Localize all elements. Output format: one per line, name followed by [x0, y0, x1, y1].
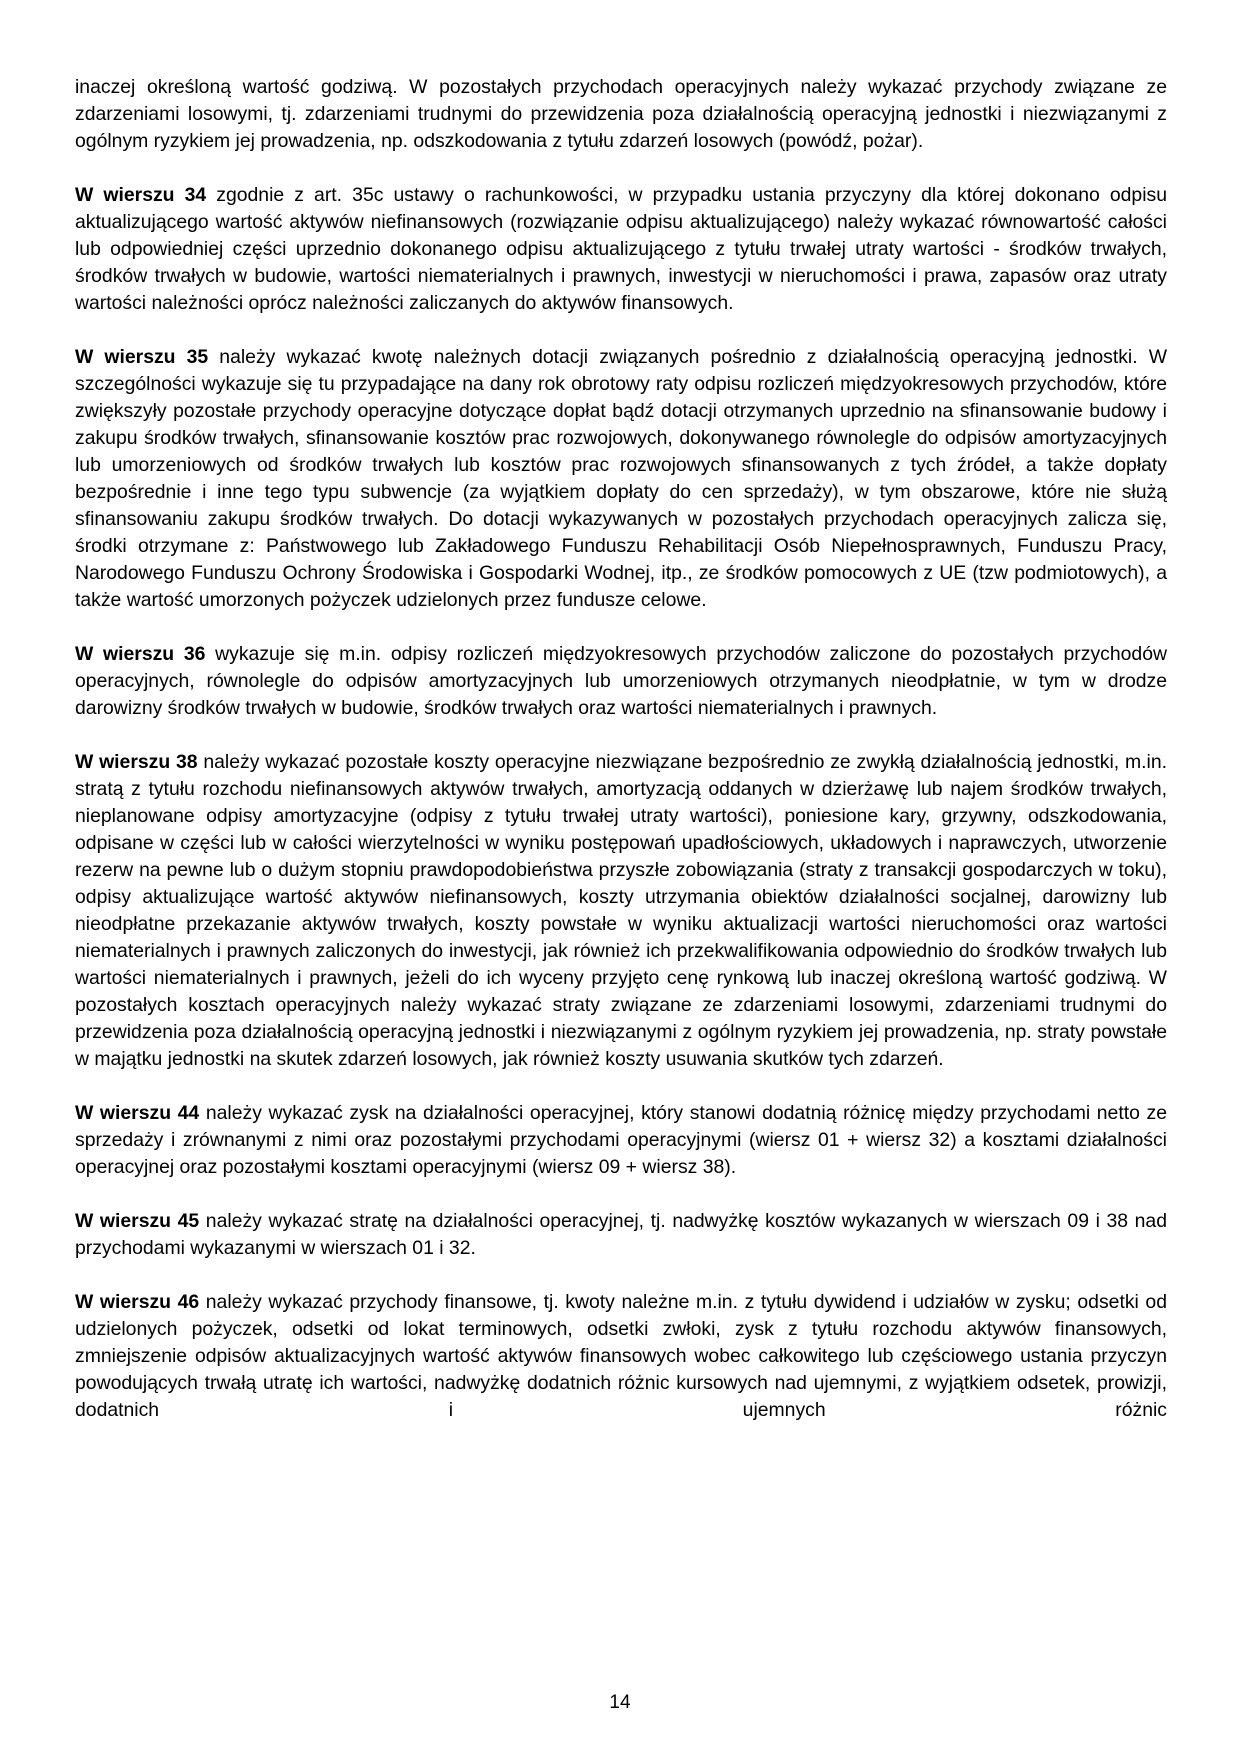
paragraph-text: inaczej określoną wartość godziwą. W pozostałych przychodach operacyjnych należy wykazać przychody związane ze zdarzeniami losowymi, tj. zdarzeniami trudnymi do przewidzenia poza działalnością operacyjną jednostki i niezwiązanymi z ogólnym ryzykiem jej prowadzenia, np. odszkodowania z tytułu zdarzeń losowych (powódź, pożar). — [75, 76, 1167, 152]
paragraph-text: należy wykazać przychody finansowe, tj. kwoty należne m.in. z tytułu dywidend i udziałów w zysku; odsetki od udzielonych pożyczek, odsetki od lokat terminowych, odsetki zwłoki, zysk z tytułu rozchodu aktywów finansowych, zmniejszenie odpisów aktualizacyjnych wartość aktywów finansowych wobec całkowitego lub częściowego ustania przyczyn powodujących trwałą utratę ich wartości, nadwyżkę dodatnich różnic kursowych nad ujemnymi, z wyjątkiem odsetek, prowizji, dodatnich i ujemnych różnic — [75, 1291, 1167, 1421]
paragraph-lead: W wierszu 45 — [75, 1210, 200, 1232]
paragraph-wiersz-36 — [75, 641, 1167, 722]
paragraph-wiersz-45 — [75, 1208, 1167, 1262]
paragraph-lead: W wierszu 35 — [75, 346, 209, 368]
document-body — [75, 74, 1167, 1451]
paragraph-lead: W wierszu 44 — [75, 1102, 200, 1124]
paragraph-text: należy wykazać stratę na działalności operacyjnej, tj. nadwyżkę kosztów wykazanych w wierszach 09 i 38 nad przychodami wykazanymi w wierszach 01 i 32. — [75, 1210, 1168, 1259]
paragraph-lead: W wierszu 34 — [75, 184, 207, 206]
paragraph-lead: W wierszu 36 — [75, 643, 206, 665]
paragraph-text: należy wykazać pozostałe koszty operacyjne niezwiązane bezpośrednio ze zwykłą działalnością jednostki, m.in. stratą z tytułu rozchodu niefinansowych aktywów trwałych, amortyzacją oddanych w dzierżawę lub najem środków trwałych, nieplanowane odpisy amortyzacyjne (odpisy z tytułu trwałej utraty wartości), poniesione kary, grzywny, odszkodowania, odpisane w części lub w całości wierzytelności w wyniku postępowań upadłościowych, układowych i naprawczych, utworzenie rezerw na pewne lub o dużym stopniu prawdopodobieństwa przyszłe zobowiązania (straty z transakcji gospodarczych w toku), odpisy aktualizujące wartość aktywów niefinansowych, koszty utrzymania obiektów działalności socjalnej, darowizny lub nieodpłatne przekazanie aktywów trwałych, koszty powstałe w wyniku aktualizacji wartości nieruchomości oraz wartości niematerialnych i prawnych zaliczonych do inwestycji, jak również ich przekwalifikowania odpowiednio do środków trwałych lub wartości niematerialnych i prawnych, jeżeli do ich wyceny przyjęto cenę rynkową lub inaczej określoną wartość godziwą. W pozostałych kosztach operacyjnych należy wykazać straty związane ze zdarzeniami losowymi, zdarzeniami trudnymi do przewidzenia poza działalnością operacyjną jednostki i niezwiązanymi z ogólnym ryzykiem jej prowadzenia, np. straty powstałe w majątku jednostki na skutek zdarzeń losowych, jak również koszty usuwania skutków tych zdarzeń. — [75, 751, 1167, 1070]
paragraph-continuation — [75, 74, 1167, 155]
paragraph-wiersz-38 — [75, 749, 1167, 1073]
paragraph-lead: W wierszu 38 — [75, 751, 198, 773]
paragraph-wiersz-35 — [75, 344, 1167, 614]
page-number: 14 — [609, 1692, 631, 1713]
paragraph-lead: W wierszu 46 — [75, 1291, 200, 1313]
paragraph-text: zgodnie z art. 35c ustawy o rachunkowości, w przypadku ustania przyczyny dla której dokonano odpisu aktualizującego wartość aktywów niefinansowych (rozwiązanie odpisu aktualizującego) należy wykazać równowartość całości lub odpowiedniej części uprzednio dokonanego odpisu aktualizującego z tytułu trwałej utraty wartości - środków trwałych, środków trwałych w budowie, wartości niematerialnych i prawnych, inwestycji w nieruchomości i prawa, zapasów oraz utraty wartości należności oprócz należności zaliczanych do aktywów finansowych. — [75, 184, 1167, 314]
paragraph-text: należy wykazać kwotę należnych dotacji związanych pośrednio z działalnością operacyjną jednostki. W szczególności wykazuje się tu przypadające na dany rok obrotowy raty odpisu rozliczeń międzyokresowych przychodów, które zwiększyły pozostałe przychody operacyjne dotyczące dopłat bądź dotacji otrzymanych uprzednio na sfinansowanie budowy i zakupu środków trwałych, sfinansowanie kosztów prac rozwojowych, dokonywanego równolegle do odpisów amortyzacyjnych lub umorzeniowych od środków trwałych lub kosztów prac rozwojowych sfinansowanych z tych źródeł, a także dopłaty bezpośrednie i inne tego typu subwencje (za wyjątkiem dopłaty do cen sprzedaży), w tym obszarowe, które nie służą sfinansowaniu zakupu środków trwałych. Do dotacji wykazywanych w pozostałych przychodach operacyjnych zalicza się, środki otrzymane z: Państwowego lub Zakładowego Funduszu Rehabilitacji Osób Niepełnosprawnych, Funduszu Pracy, Narodowego Funduszu Ochrony Środowiska i Gospodarki Wodnej, itp., ze środków pomocowych z UE (tzw podmiotowych), a także wartość umorzonych pożyczek udzielonych przez fundusze celowe. — [75, 346, 1167, 611]
paragraph-text: należy wykazać zysk na działalności operacyjnej, który stanowi dodatnią różnicę między przychodami netto ze sprzedaży i zrównanymi z nimi oraz pozostałymi przychodami operacyjnymi (wiersz 01 + wiersz 32) a kosztami działalności operacyjnej oraz pozostałymi kosztami operacyjnymi (wiersz 09 + wiersz 38). — [75, 1102, 1167, 1178]
paragraph-wiersz-34 — [75, 182, 1167, 317]
paragraph-text: wykazuje się m.in. odpisy rozliczeń międzyokresowych przychodów zaliczone do pozostałych przychodów operacyjnych, równolegle do odpisów amortyzacyjnych lub umorzeniowych otrzymanych nieodpłatnie, w tym w drodze darowizny środków trwałych w budowie, środków trwałych oraz wartości niematerialnych i prawnych. — [75, 643, 1167, 719]
paragraph-wiersz-44 — [75, 1100, 1167, 1181]
paragraph-wiersz-46 — [75, 1289, 1167, 1424]
